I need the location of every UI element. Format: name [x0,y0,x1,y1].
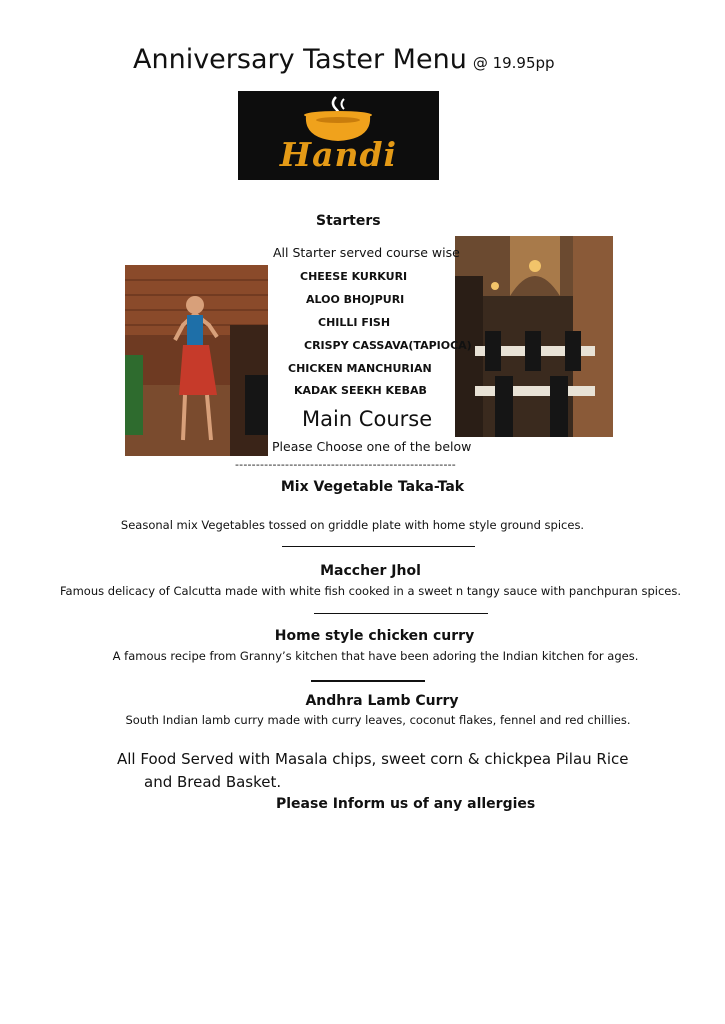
menu-title: Anniversary Taster Menu [133,44,467,75]
restaurant-interior-photo [455,236,613,437]
dashed-separator: ----------------------------------------------------- [235,458,456,471]
divider [311,680,425,682]
dish-name: Andhra Lamb Curry [305,693,459,709]
dish-name: Mix Vegetable Taka-Tak [280,479,465,495]
allergy-note: Please Inform us of any allergies [276,796,536,812]
main-course-heading: Main Course [302,407,433,431]
divider [282,546,475,547]
page-title [133,44,555,75]
starters-heading: Starters [316,213,381,229]
menu-price: @ 19.95pp [472,54,555,72]
starter-item: CHICKEN MANCHURIAN [288,362,432,375]
served-with-line-2: and Bread Basket. [144,773,282,791]
handi-logo [238,91,439,180]
starter-item: CRISPY CASSAVA(TAPIOCA) [304,339,472,352]
dish-name: Home style chicken curry [274,628,475,644]
dish-description: South Indian lamb curry made with curry leaves, coconut flakes, fennel and red chillies. [125,713,631,727]
main-course-instruction: Please Choose one of the below [272,439,472,454]
dish-description: Seasonal mix Vegetables tossed on griddle plate with home style ground spices. [120,518,585,532]
starters-note: All Starter served course wise [273,245,460,260]
dish-description: Famous delicacy of Calcutta made with white fish cooked in a sweet n tangy sauce with panchpuran spices. [60,584,681,598]
divider [314,613,488,614]
logo-wordmark: Handi [279,135,398,174]
dish-description: A famous recipe from Granny’s kitchen that have been adoring the Indian kitchen for ages. [112,649,639,663]
dancer-photo [125,265,268,456]
starter-item: CHEESE KURKURI [300,270,408,283]
dish-name: Maccher Jhol [320,563,421,579]
starter-item: ALOO BHOJPURI [306,293,405,306]
starter-item: KADAK SEEKH KEBAB [294,384,427,397]
served-with-line-1: All Food Served with Masala chips, sweet corn & chickpea Pilau Rice [117,750,629,768]
starter-item: CHILLI FISH [318,316,391,329]
